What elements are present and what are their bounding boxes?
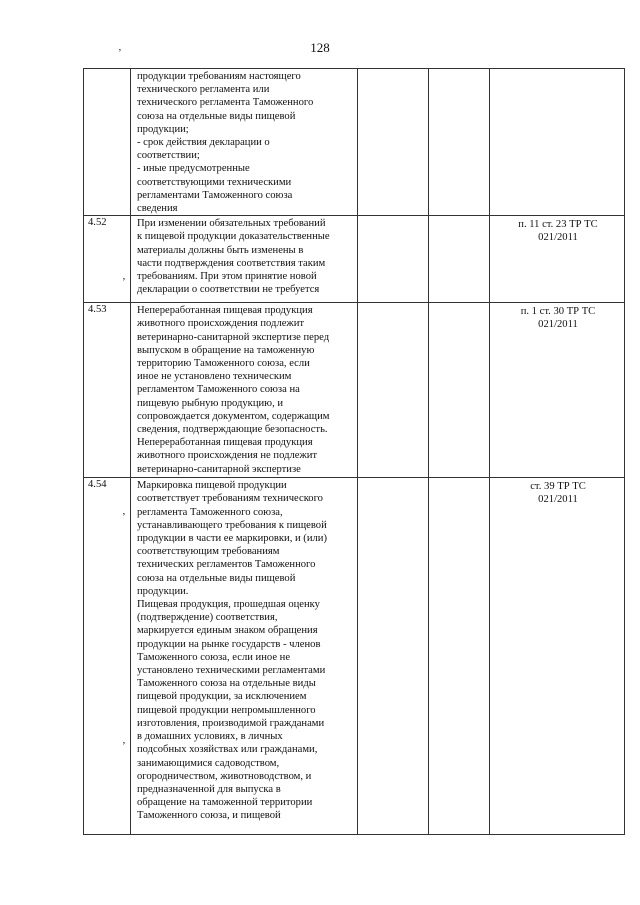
- requirement-cell: [131, 69, 358, 216]
- empty-cell: [429, 216, 490, 303]
- empty-cell: [429, 69, 490, 216]
- reference-cell: [490, 478, 625, 835]
- row-number: [84, 69, 131, 216]
- requirement-text: Непереработанная пищевая продукция животного происхождения подлежит ветеринарно-санитарной экспертизе перед выпуском в обращение на таможенную территорию Таможенного союза, если иное не установлено техническим регламентом Таможенного союза на пищевую рыбную продукцию, и сопровождается документом, содержащим сведения, подтверждающие безопасность. Непереработанная пищевая продукция животного происхождения не подлежит ветеринарно-санитарной экспертизе: [137, 305, 330, 475]
- reference-cell: [490, 69, 625, 216]
- reference-text: п. 11 ст. 23 ТР ТС 021/2011: [518, 219, 598, 244]
- empty-cell: [358, 216, 429, 303]
- requirement-cell: [131, 216, 358, 303]
- requirements-table: [83, 68, 625, 835]
- requirement-text: Маркировка пищевой продукции соответствует требованиям технического регламента Таможенного союза, устанавливающего требования к пищевой продукции в части ее маркировки, и (или) соответствующим требованиям технических регламентов Таможенного союза на отдельные виды пищевой продукции. Пищевая продукция, прошедшая оценку (подтверждение) соответствия, маркируется единым знаком обращения продукции на рынке государств - членов Таможенного союза, если иное не установлено техническими регламентами Таможенного союза на отдельные виды пищевой продукции, за исключением пищевой продукции непромышленного изготовления, производимой гражданами в домашних условиях, в личных подсобных хозяйствах или гражданами, занимающимися садоводством, огородничеством, животноводством, и предназначенной для выпуска в обращение на таможенной территории Таможенного союза, и пищевой: [137, 480, 327, 822]
- requirement-cell: [131, 303, 358, 478]
- page-number: 128: [310, 40, 330, 55]
- reference-cell: [490, 216, 625, 303]
- table-row: [84, 303, 625, 478]
- empty-cell: [358, 303, 429, 478]
- reference-text: ст. 39 ТР ТС 021/2011: [530, 481, 586, 506]
- row-number: 4.52: [84, 216, 131, 303]
- empty-cell: [429, 478, 490, 835]
- row-number: 4.53: [84, 303, 131, 478]
- row-number: 4.54: [84, 478, 131, 835]
- empty-cell: [429, 303, 490, 478]
- requirement-cell: [131, 478, 358, 835]
- requirement-text: продукции требованиям настоящего технического регламента или технического регламента Таможенного союза на отдельные виды пищевой продукции; - срок действия декларации о соответствии; - иные предусмотренные соответствующими техническими регламентами Таможенного союза сведения: [137, 71, 314, 215]
- scan-mark: ʼ: [122, 740, 126, 752]
- scan-mark: ʼ: [122, 276, 126, 288]
- scan-mark: ʼ: [122, 511, 126, 523]
- table-row: [84, 69, 625, 216]
- scan-mark: ʼ: [118, 47, 122, 59]
- empty-cell: [358, 478, 429, 835]
- reference-text: [490, 69, 624, 71]
- requirement-text: При изменении обязательных требований к пищевой продукции доказательственные материалы должны быть изменены в части подтверждения соответствия таким требованиям. При этом принятие новой декларации о соответствии не требуется: [137, 218, 330, 296]
- table-row: [84, 478, 625, 835]
- empty-cell: [358, 69, 429, 216]
- reference-cell: [490, 303, 625, 478]
- reference-text: п. 1 ст. 30 ТР ТС 021/2011: [520, 306, 596, 331]
- table-row: [84, 216, 625, 303]
